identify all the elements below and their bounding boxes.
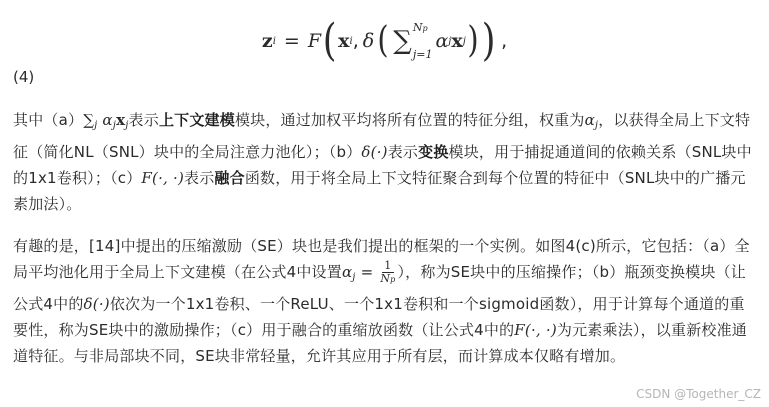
p1-x-sub: j <box>125 120 129 131</box>
eq-sum-upper: Np <box>412 21 428 34</box>
eq-inner-paren-close: ) <box>467 20 479 61</box>
eq-outer-paren-close: ) <box>481 15 496 66</box>
eq-trailing-comma: , <box>501 30 508 52</box>
eq-delta: δ <box>362 30 375 52</box>
eq-x: x <box>338 30 350 52</box>
eq-outer-paren-open: ( <box>322 15 337 66</box>
eq-alpha-sub: j <box>448 35 452 47</box>
eq-xj: x <box>451 30 463 52</box>
eq-summation <box>393 21 432 61</box>
eq-F: F <box>307 30 321 52</box>
p1-bold-fusion: 融合 <box>214 169 245 187</box>
p1-sum: ∑ <box>83 111 95 129</box>
p1-alpha-sub: j <box>112 120 117 131</box>
equation <box>0 8 769 74</box>
eq-sum-limits <box>413 21 433 61</box>
csdn-watermark: CSDN @Together_CZ <box>636 387 761 401</box>
p2-text-1: 有趣的是，[14]中提出的压缩激励（SE）块也是我们提出的框架的一个实例。如图4(c)所示，它包括：（a）全局平均池化用于全局上下文建模（在公式4中设置 <box>13 237 750 281</box>
paragraph-2 <box>13 233 758 369</box>
p2-alpha: α <box>341 263 353 281</box>
p1-F: F(·, ·) <box>141 169 185 187</box>
eq-alpha: α <box>435 30 449 52</box>
p1-text-8: 函数，用于将全局上下文特征聚合到每个位置的特征中（SNL块中的广播元素加法）。 <box>13 169 746 213</box>
p2-text-2: ），称为SE块中的压缩操作；（b）瓶颈变换模块（让公式4中的 <box>13 263 747 313</box>
p1-bold-transform: 变换 <box>418 143 449 161</box>
eq-x-sub: i <box>349 35 353 47</box>
p1-text-5: 表示 <box>387 143 419 161</box>
p2-frac-num: 1 <box>384 258 392 272</box>
p2-delta: δ(·) <box>83 295 110 313</box>
p2-F: F(·, ·) <box>514 321 557 339</box>
p1-text-4: ，以获得全局上下文特征（简化NL（SNL）块中的全局注意力池化）；（b） <box>13 111 751 161</box>
p1-sum-sub: j <box>94 120 98 131</box>
p1-bold-context-modeling: 上下文建模 <box>158 111 235 129</box>
eq-xj-sub: j <box>462 35 466 47</box>
p2-text-3: 依次为一个1x1卷积、一个ReLU、一个1x1卷积和一个sigmoid函数），用于计算每个通道的重要性，称为SE块中的激励操作；（c）用于融合的重缩放函数（让公式4中的 <box>13 295 745 339</box>
paragraph-1 <box>13 107 758 217</box>
equation-body <box>261 15 508 66</box>
p1-text-6: 模块，用于捕捉通道间的依赖关系（SNL块中的1x1卷积）；（c） <box>13 143 752 187</box>
p1-text-2: 表示 <box>128 111 159 129</box>
eq-inner-paren-open: ( <box>377 20 389 61</box>
p2-eq: = <box>355 263 379 281</box>
p1-text-7: 表示 <box>184 169 215 187</box>
p1-alpha2: α <box>584 111 595 129</box>
eq-sum-symbol: ∑ <box>393 26 412 56</box>
p2-frac-den: Np <box>380 271 396 285</box>
eq-lhs: z <box>261 30 273 52</box>
p1-alpha: α <box>102 111 113 129</box>
eq-equals: = <box>283 30 300 52</box>
p1-alpha2-sub: j <box>594 120 599 131</box>
p1-x: x <box>116 111 126 129</box>
p1-text-1: 其中（a） <box>13 111 84 129</box>
p2-fraction <box>380 260 395 286</box>
p1-text-3: 模块，通过加权平均将所有位置的特征分组，权重为 <box>234 111 585 129</box>
eq-sum-lower: j=1 <box>412 48 433 61</box>
eq-lhs-sub: i <box>272 35 276 47</box>
p2-text-4: 为元素乘法），以重新校准通道特征。与非局部块不同，SE块非常轻量，允许其应用于所有层，而计算成本仅略有增加。 <box>13 321 747 365</box>
eq-comma: , <box>352 30 359 52</box>
p1-delta: δ(·) <box>361 143 388 161</box>
p2-alpha-sub: j <box>352 272 356 283</box>
equation-number: (4) <box>13 68 35 86</box>
